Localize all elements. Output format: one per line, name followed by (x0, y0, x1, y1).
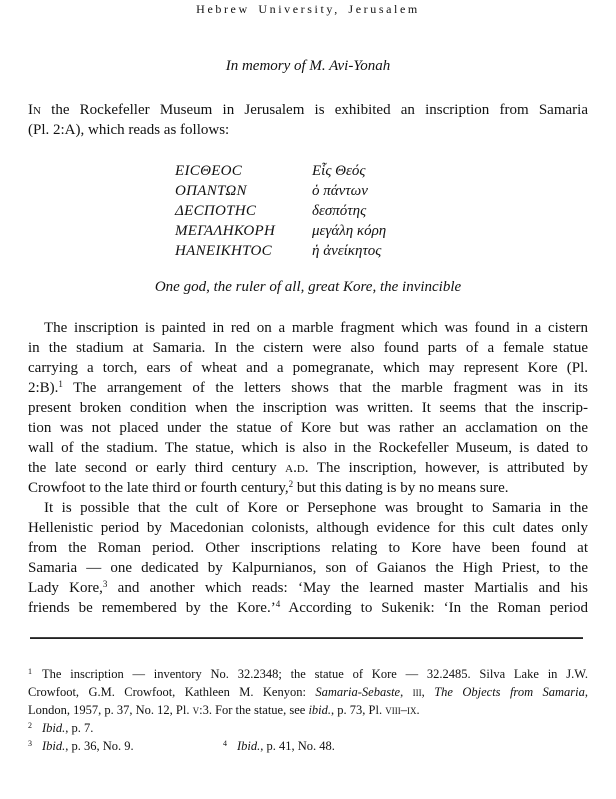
text-span: , (584, 685, 589, 699)
text-line (28, 598, 588, 618)
body-paragraph-2 (28, 318, 588, 498)
volume-number: iii (412, 685, 422, 699)
dedication: In memory of M. Avi-Yonah (225, 58, 391, 74)
inscription-transcription: Εἷς Θεός (312, 163, 366, 179)
text-span: The inscription, however, is attributed by (308, 460, 588, 476)
footnote-1-line (28, 683, 588, 701)
text-line: Samaria — one dedicated by Kalpurnianos, son of Gaianos the High Priest, to the (28, 560, 588, 576)
text-span: , p. 73, Pl. (331, 703, 386, 717)
footnote-4: 4 Ibid., p. 41, No. 48. (223, 739, 335, 753)
ibid: Ibid. (42, 721, 66, 735)
inscription-row (175, 241, 475, 261)
body-paragraph-3 (28, 498, 588, 618)
text-line: Hellenistic period by Macedonian colonists, although evidence for this cult dates only (28, 520, 588, 536)
text-line: tion was not placed under the statue of Kore but was rather an acclamation on the (28, 420, 588, 436)
text-line: (Pl. 2:A), which reads as follows: (28, 122, 230, 138)
text-line (28, 578, 588, 598)
footnote-ref-3[interactable]: 3 (102, 579, 108, 589)
text-span: the late second or early third century (28, 460, 286, 476)
plate-number: v (192, 703, 200, 717)
running-head: Hebrew University, Jerusalem (196, 2, 420, 16)
inscription-uncial: ΕΙCΘΕΟC (175, 163, 243, 179)
era-abbreviation: a.d. (285, 460, 309, 476)
text-span: According to Sukenik: ‘In the Roman period (280, 600, 589, 616)
ibid: Ibid. (42, 739, 66, 753)
text-span: and another which reads: ‘May the learned master Martialis and his (107, 580, 588, 596)
footnote-1-line: 1 The inscription — inventory No. 32.2348; the statue of Kore — 32.2485. Silva Lake in J.W. (28, 667, 588, 681)
footnote-ref-2[interactable]: 2 (288, 479, 294, 489)
inscription-uncial: ΗΑΝΕΙΚΗΤΟC (175, 243, 272, 259)
text-line (28, 458, 588, 478)
text-line: It is possible that the cult of Kore or Persephone was brought to Samaria in the (44, 500, 588, 516)
footnotes (28, 665, 588, 755)
inscription-row (175, 181, 475, 201)
footnote-divider (30, 637, 583, 639)
inscription-block (175, 161, 475, 261)
text-span: London, 1957, p. 37, No. 12, Pl. (28, 703, 193, 717)
text-line: from the Roman period. Other inscriptions relating to Kore have been found at (28, 540, 588, 556)
inscription-uncial: ΜΕΓΑΛΗΚΟΡΗ (175, 223, 276, 239)
text-line (28, 100, 588, 120)
plate-number: viii–ix (385, 703, 417, 717)
inscription-transcription: ὁ πάντων (312, 183, 368, 199)
text-span: 2:B). (28, 380, 59, 396)
ibid: Ibid. (237, 739, 261, 753)
text-span: , p. 41, No. 48. (260, 739, 335, 753)
text-line: wall of the stadium. The statue, which is also in the Rockefeller Museum, is dated to (28, 440, 588, 456)
inscription-translation: One god, the ruler of all, great Kore, the invincible (154, 279, 462, 295)
text-span: Lady Kore, (28, 580, 103, 596)
intro-paragraph (28, 100, 588, 140)
text-span: friends be remembered by the Kore.’ (28, 600, 276, 616)
inscription-transcription: ἡ ἀνείκητος (312, 243, 382, 259)
text-span: , (421, 685, 435, 699)
inscription-uncial: ΔΕCΠΟΤΗC (175, 203, 257, 219)
book-title: Samaria-Sebaste (315, 685, 401, 699)
inscription-transcription: δεσπότης (312, 203, 367, 219)
inscription-row (175, 201, 475, 221)
footnote-3: 3 Ibid., p. 36, No. 9. (28, 739, 134, 753)
text-span: , p. 36, No. 9. (65, 739, 134, 753)
text-line: in the stadium at Samaria. In the cistern were also found parts of a female statue (28, 340, 588, 356)
text-span: Crowfoot to the late third or fourth century, (28, 480, 289, 496)
text-line (28, 378, 588, 398)
text-span: , (400, 685, 413, 699)
inscription-uncial: ΟΠΑΝΤΩΝ (175, 183, 247, 199)
ibid: ibid. (308, 703, 332, 717)
inscription-row (175, 161, 475, 181)
text-span: :3. For the statue, see (199, 703, 309, 717)
text-line: carrying a torch, ears of wheat and a pomegranate, which may represent Kore (Pl. (28, 360, 588, 376)
text-line: present broken condition when the inscription was written. It seems that the inscrip- (28, 400, 588, 416)
footnote-ref-1[interactable]: 1 (58, 379, 63, 389)
text-span: , p. 7. (65, 721, 94, 735)
footnote-ref-4[interactable]: 4 (275, 599, 281, 609)
text-line (28, 478, 588, 498)
text-span: . (416, 703, 420, 717)
footnote-1-line (28, 701, 588, 719)
text-span: but this dating is by no means sure. (293, 480, 509, 496)
text-span: the Rockefeller Museum in Jerusalem is exhibited an inscription from Samaria (40, 102, 588, 118)
footnote-row (28, 737, 588, 755)
book-title: The Objects from Samaria (434, 685, 585, 699)
smallcaps-opening: In (28, 102, 41, 118)
footnote-2: 2 Ibid., p. 7. (28, 721, 94, 735)
text-span: Crowfoot, G.M. Crowfoot, Kathleen M. Kenyon: (28, 685, 316, 699)
text-span: The arrangement of the letters shows that the marble fragment was in its (62, 380, 588, 396)
inscription-transcription: μεγάλη κόρη (312, 223, 387, 239)
text-line: The inscription is painted in red on a marble fragment which was found in a cistern (44, 320, 588, 336)
text-span: The inscription — inventory No. 32.2348; the statue of Kore — 32.2485. Silva Lake in J.W. (42, 667, 588, 681)
inscription-row (175, 221, 475, 241)
